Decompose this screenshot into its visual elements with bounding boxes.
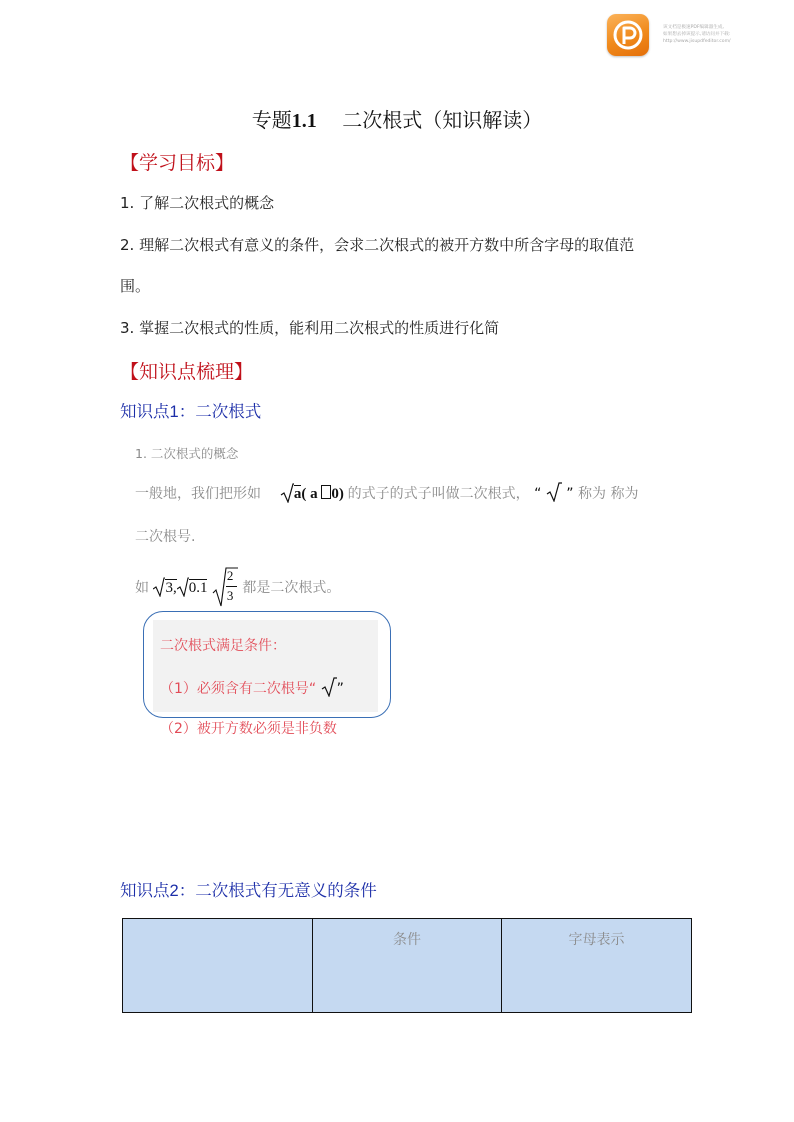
fraction-bar xyxy=(226,586,237,587)
example-prefix: 如 xyxy=(135,580,149,596)
condition-1-close-quote: ” xyxy=(336,681,344,697)
def-radicand: a xyxy=(293,486,302,502)
table-header-cell xyxy=(123,919,313,1013)
point2-label: 知识点 xyxy=(120,881,170,900)
pdf-editor-logo xyxy=(607,14,649,56)
title-main: 二次根式（知识解读） xyxy=(342,108,543,132)
watermark-line-1: 该文档是极速PDF编辑器生成, xyxy=(663,25,724,30)
fraction-numerator: 2 xyxy=(226,568,234,583)
point1-title: ：二次根式 xyxy=(178,402,262,421)
definition-middle: 的式子的式子叫做二次根式， xyxy=(347,486,530,502)
page-title xyxy=(0,104,794,133)
point2-title: ：二次根式有无意义的条件 xyxy=(178,881,377,900)
radical-sign-icon xyxy=(212,567,238,607)
radical-sign-icon xyxy=(280,483,294,503)
condition-2-text: 被开方数必须是非负数 xyxy=(196,721,337,737)
point1-num: 1 xyxy=(169,403,179,421)
radical-sign-icon xyxy=(177,577,189,597)
condition-1-text: 必须含有二次根号“ xyxy=(196,681,317,697)
point2-num: 2 xyxy=(169,882,179,900)
table-header-row xyxy=(123,919,692,1013)
watermark-line-3: http://www.jisupdfeditor.com/ xyxy=(663,39,731,44)
objective-item-2: 2. 理解二次根式有意义的条件，会求二次根式的被开方数中所含字母的取值范 xyxy=(120,236,635,254)
condition-1 xyxy=(160,677,344,698)
conditions-table xyxy=(122,918,692,1013)
definition-line-2: 二次根号. xyxy=(135,529,196,545)
objectives-heading: 【学习目标】 xyxy=(120,152,235,174)
conditions-title: 二次根式满足条件： xyxy=(160,638,286,654)
table-header-cell: 字母表示 xyxy=(502,919,692,1013)
title-prefix: 专题 xyxy=(251,108,292,132)
radical-symbol-icon xyxy=(546,482,562,502)
def-cond-var: a xyxy=(310,486,318,502)
def-cond-zero: 0 xyxy=(331,486,339,502)
sqrt-a-expression: a( a 0) xyxy=(280,486,348,502)
missing-glyph-box xyxy=(321,485,331,499)
conditions-callout xyxy=(153,620,378,712)
example-radicals xyxy=(153,577,207,598)
radical-sign-icon xyxy=(153,577,165,597)
definition-line: 一般地，我们把形如 a( a 0) 的式子的式子叫做二次根式， “ ” 称为 称为 xyxy=(135,482,638,503)
example-suffix: 都是二次根式。 xyxy=(242,580,341,596)
title-number: 1.1 xyxy=(291,110,317,132)
point1-label: 知识点 xyxy=(120,402,170,421)
point1-heading xyxy=(120,398,261,422)
condition-2-number: （2） xyxy=(160,721,197,737)
objective-item-1: 1. 了解二次根式的概念 xyxy=(120,194,275,212)
point2-heading xyxy=(120,877,377,901)
watermark-line-2: 如果想去掉该提示,请访问并下载: xyxy=(663,32,731,37)
example-line xyxy=(135,567,340,607)
objective-item-2-cont: 围。 xyxy=(120,277,151,295)
p-logo-icon xyxy=(607,14,649,56)
definition-suffix: 称为 称为 xyxy=(578,486,639,502)
fraction-denominator: 3 xyxy=(226,588,234,603)
example-fraction-radical xyxy=(212,567,238,607)
condition-2 xyxy=(160,718,337,738)
knowledge-heading: 【知识点梳理】 xyxy=(120,361,254,383)
example-radicand-2: 0.1 xyxy=(188,579,208,596)
point1-subheading: 1. 二次根式的概念 xyxy=(135,446,239,461)
radical-symbol-icon xyxy=(321,677,337,697)
objective-item-3: 3. 掌握二次根式的性质，能利用二次根式的性质进行化简 xyxy=(120,319,500,337)
definition-prefix: 一般地，我们把形如 xyxy=(135,486,261,502)
table-header-cell: 条件 xyxy=(313,919,502,1013)
example-radicand-1: 3, xyxy=(165,579,177,596)
condition-1-number: （1） xyxy=(160,681,197,697)
